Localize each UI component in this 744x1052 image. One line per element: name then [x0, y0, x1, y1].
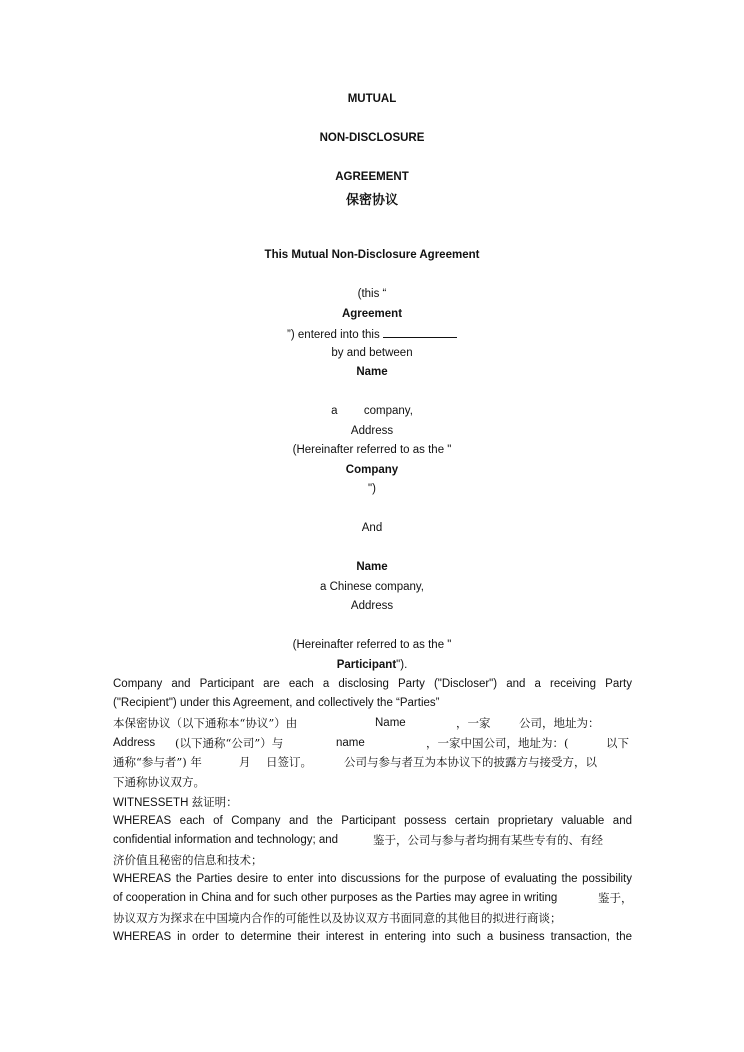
date-blank: [383, 327, 457, 338]
body-name-1: Name: [375, 717, 406, 729]
party1-address: Address: [350, 425, 394, 437]
body-zh-month: 月: [239, 755, 251, 769]
hereinafter-2: (Hereinafter referred to as the ": [292, 639, 452, 651]
party2-name: Name: [356, 561, 388, 573]
party1-a: a: [331, 405, 338, 417]
body-zh-chinese-company: ，一家中国公司，地址为：(: [426, 736, 569, 750]
participant-line: [0, 659, 744, 671]
body-line: WHEREAS in order to determine their interest in entering into such a business transaction, the: [113, 931, 632, 943]
entered-into-text: ”) entered into this: [287, 329, 380, 341]
body-zh-participant-year: 通称“参与者”) 年: [113, 755, 202, 769]
body-address: Address: [113, 737, 156, 749]
close-quote-1: "): [368, 483, 376, 495]
body-line: of cooperation in China and for such other purposes as the Parties may agree in writing: [113, 892, 558, 904]
body-name-2: name: [336, 737, 365, 749]
by-and-between: by and between: [331, 347, 413, 359]
body-zh-intro: 本保密协议（以下通称本“协议”）由: [113, 716, 298, 730]
close-quote-2: ").: [396, 659, 408, 671]
body-zh-day-signed: 日签订。: [266, 755, 312, 769]
body-line: WHEREAS each of Company and the Participant possess certain proprietary valuable and: [113, 815, 632, 827]
body-zh-parties: 下通称协议双方。: [113, 775, 205, 789]
body-zh-whereas-1: 鉴于，公司与参与者均拥有某些专有的、有经: [373, 833, 603, 847]
entered-into-line: [0, 327, 744, 341]
party2-address: Address: [350, 600, 394, 612]
party1-company: company,: [363, 405, 413, 417]
party1-company-line: [0, 405, 744, 417]
title-mutual: MUTUAL: [347, 93, 397, 105]
body-zh-valuable: 济价值且秘密的信息和技术；: [113, 853, 263, 867]
body-zh-company-address: 公司，地址为：: [519, 716, 600, 730]
title-chinese: 保密协议: [345, 193, 398, 208]
this-open: (this “: [357, 288, 387, 300]
party1-name: Name: [356, 366, 388, 378]
body-zh-yixia: 以下: [606, 736, 629, 750]
title-agreement: AGREEMENT: [335, 171, 409, 183]
participant-word: Participant: [336, 659, 397, 671]
preamble-heading: This Mutual Non-Disclosure Agreement: [264, 249, 480, 261]
body-line: ("Recipient") under this Agreement, and collectively the “Parties”: [113, 697, 440, 709]
party2-desc: a Chinese company,: [320, 581, 424, 593]
company-word: Company: [345, 464, 399, 476]
agreement-word: Agreement: [341, 308, 403, 320]
body-line: WHEREAS the Parties desire to enter into discussions for the purpose of evaluating the possibility: [113, 873, 632, 885]
and-word: And: [361, 522, 383, 534]
title-non-disclosure: NON-DISCLOSURE: [319, 132, 425, 144]
body-zh-yijia: ，一家: [456, 716, 491, 730]
body-line: confidential information and technology; and: [113, 834, 339, 846]
witnesseth: WITNESSETH 兹证明：: [113, 797, 238, 809]
body-zh-negotiation: 协议双方为探求在中国境内合作的可能性以及协议双方书面同意的其他目的拟进行商谈；: [113, 911, 562, 925]
hereinafter-1: (Hereinafter referred to as the ": [292, 444, 452, 456]
body-zh-hereinafter-company: (以下通称“公司”）与: [175, 736, 284, 750]
body-zh-mutual-parties: 公司与参与者互为本协议下的披露方与接受方，以: [344, 755, 597, 769]
body-zh-whereas-2: 鉴于，: [598, 891, 633, 905]
body-line: Company and Participant are each a disclosing Party ("Discloser") and a receiving Party: [113, 678, 632, 690]
